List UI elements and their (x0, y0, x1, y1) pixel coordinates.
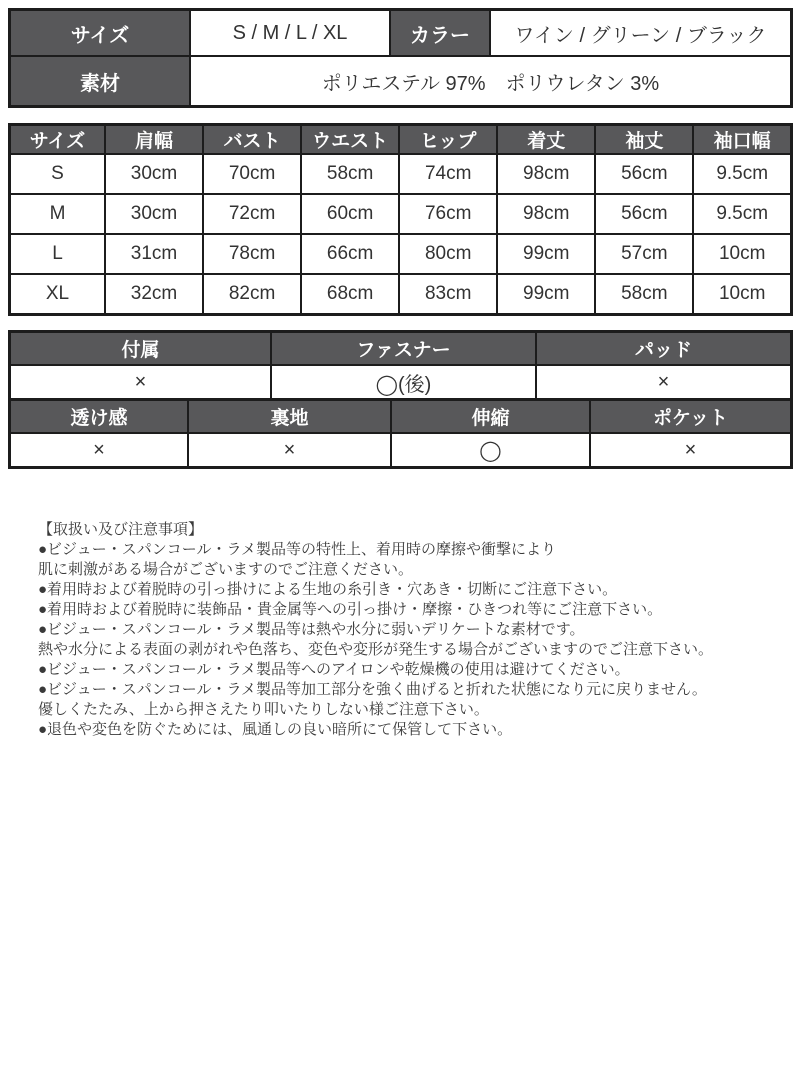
data-cell: 31cm (105, 234, 203, 274)
notes-line: 肌に刺激がある場合がございますのでご注意ください。 (38, 561, 414, 578)
notes-line: ●ビジュー・スパンコール・ラメ製品等へのアイロンや乾燥機の使用は避けてください。 (38, 661, 630, 678)
table-row (10, 234, 792, 274)
size-chart-table (8, 123, 793, 316)
material-label-cell: 素材 (10, 56, 191, 107)
data-cell: 9.5cm (693, 194, 791, 234)
size-value-cell: S / M / L / XL (190, 10, 390, 57)
data-cell: 82cm (203, 274, 301, 315)
size-chart-header-row (10, 125, 792, 155)
data-cell: 74cm (399, 154, 497, 194)
notes-line: 熱や水分による表面の剥がれや色落ち、変色や変形が発生する場合がございますのでご注意下さい。 (38, 641, 714, 658)
notes-line: ●ビジュー・スパンコール・ラメ製品等加工部分を強く曲げると折れた状態になり元に戻りません。 (38, 681, 707, 698)
table-row (10, 274, 792, 315)
header-cell: パッド (536, 332, 792, 366)
data-cell: XL (10, 274, 106, 315)
features-table-2 (8, 398, 793, 469)
data-cell: 70cm (203, 154, 301, 194)
features-table-1 (8, 330, 793, 401)
data-cell: 99cm (497, 234, 595, 274)
data-cell: 10cm (693, 274, 791, 315)
data-cell: 98cm (497, 154, 595, 194)
data-cell: S (10, 154, 106, 194)
header-cell: 伸縮 (391, 400, 590, 434)
data-cell: 56cm (595, 154, 693, 194)
notes-line: ●ビジュー・スパンコール・ラメ製品等は熱や水分に弱いデリケートな素材です。 (38, 621, 585, 638)
data-cell: × (10, 365, 272, 400)
size-label-cell: サイズ (10, 10, 191, 57)
data-cell: 99cm (497, 274, 595, 315)
header-cell: 裏地 (188, 400, 391, 434)
header-cell: サイズ (10, 125, 106, 155)
data-cell: 72cm (203, 194, 301, 234)
data-cell: 30cm (105, 194, 203, 234)
header-cell: 肩幅 (105, 125, 203, 155)
data-cell: 98cm (497, 194, 595, 234)
data-cell: × (590, 433, 792, 468)
header-cell: ファスナー (271, 332, 536, 366)
table-row (10, 56, 792, 107)
data-cell: 80cm (399, 234, 497, 274)
material-value-cell: ポリエステル 97% ポリウレタン 3% (190, 56, 792, 107)
header-cell: ヒップ (399, 125, 497, 155)
data-cell: M (10, 194, 106, 234)
data-cell: L (10, 234, 106, 274)
table-row (10, 194, 792, 234)
table-row (10, 154, 792, 194)
data-cell: 60cm (301, 194, 399, 234)
table-row (10, 10, 792, 57)
header-cell: バスト (203, 125, 301, 155)
color-label-cell: カラー (390, 10, 490, 57)
data-cell: × (536, 365, 792, 400)
data-cell: 9.5cm (693, 154, 791, 194)
data-cell: 10cm (693, 234, 791, 274)
header-cell: ポケット (590, 400, 792, 434)
features-header-row (10, 400, 792, 434)
data-cell: 32cm (105, 274, 203, 315)
notes-line: ●着用時および着脱時に装飾品・貴金属等への引っ掛け・摩擦・ひきつれ等にご注意下さい。 (38, 601, 663, 618)
data-cell: 66cm (301, 234, 399, 274)
header-cell: 着丈 (497, 125, 595, 155)
handling-notes (38, 520, 778, 740)
header-cell: 付属 (10, 332, 272, 366)
data-cell: 58cm (301, 154, 399, 194)
data-cell: 68cm (301, 274, 399, 315)
data-cell: 30cm (105, 154, 203, 194)
notes-line: ●着用時および着脱時の引っ掛けによる生地の糸引き・穴あき・切断にご注意下さい。 (38, 581, 618, 598)
table-row (10, 365, 792, 400)
notes-title: 【取扱い及び注意事項】 (38, 521, 204, 538)
header-cell: 袖丈 (595, 125, 693, 155)
data-cell: 76cm (399, 194, 497, 234)
product-info-table (8, 8, 793, 108)
header-cell: ウエスト (301, 125, 399, 155)
header-cell: 袖口幅 (693, 125, 791, 155)
data-cell: 58cm (595, 274, 693, 315)
header-cell: 透け感 (10, 400, 189, 434)
data-cell: ◯(後) (271, 365, 536, 400)
data-cell: × (10, 433, 189, 468)
data-cell: ◯ (391, 433, 590, 468)
color-value-cell: ワイン / グリーン / ブラック (490, 10, 792, 57)
data-cell: × (188, 433, 391, 468)
notes-line: ●退色や変色を防ぐためには、風通しの良い暗所にて保管して下さい。 (38, 721, 513, 738)
data-cell: 57cm (595, 234, 693, 274)
features-header-row (10, 332, 792, 366)
data-cell: 83cm (399, 274, 497, 315)
data-cell: 78cm (203, 234, 301, 274)
notes-line: ●ビジュー・スパンコール・ラメ製品等の特性上、着用時の摩擦や衝撃により (38, 541, 557, 558)
table-row (10, 433, 792, 468)
notes-line: 優しくたたみ、上から押さえたり叩いたりしない様ご注意下さい。 (38, 701, 489, 718)
data-cell: 56cm (595, 194, 693, 234)
